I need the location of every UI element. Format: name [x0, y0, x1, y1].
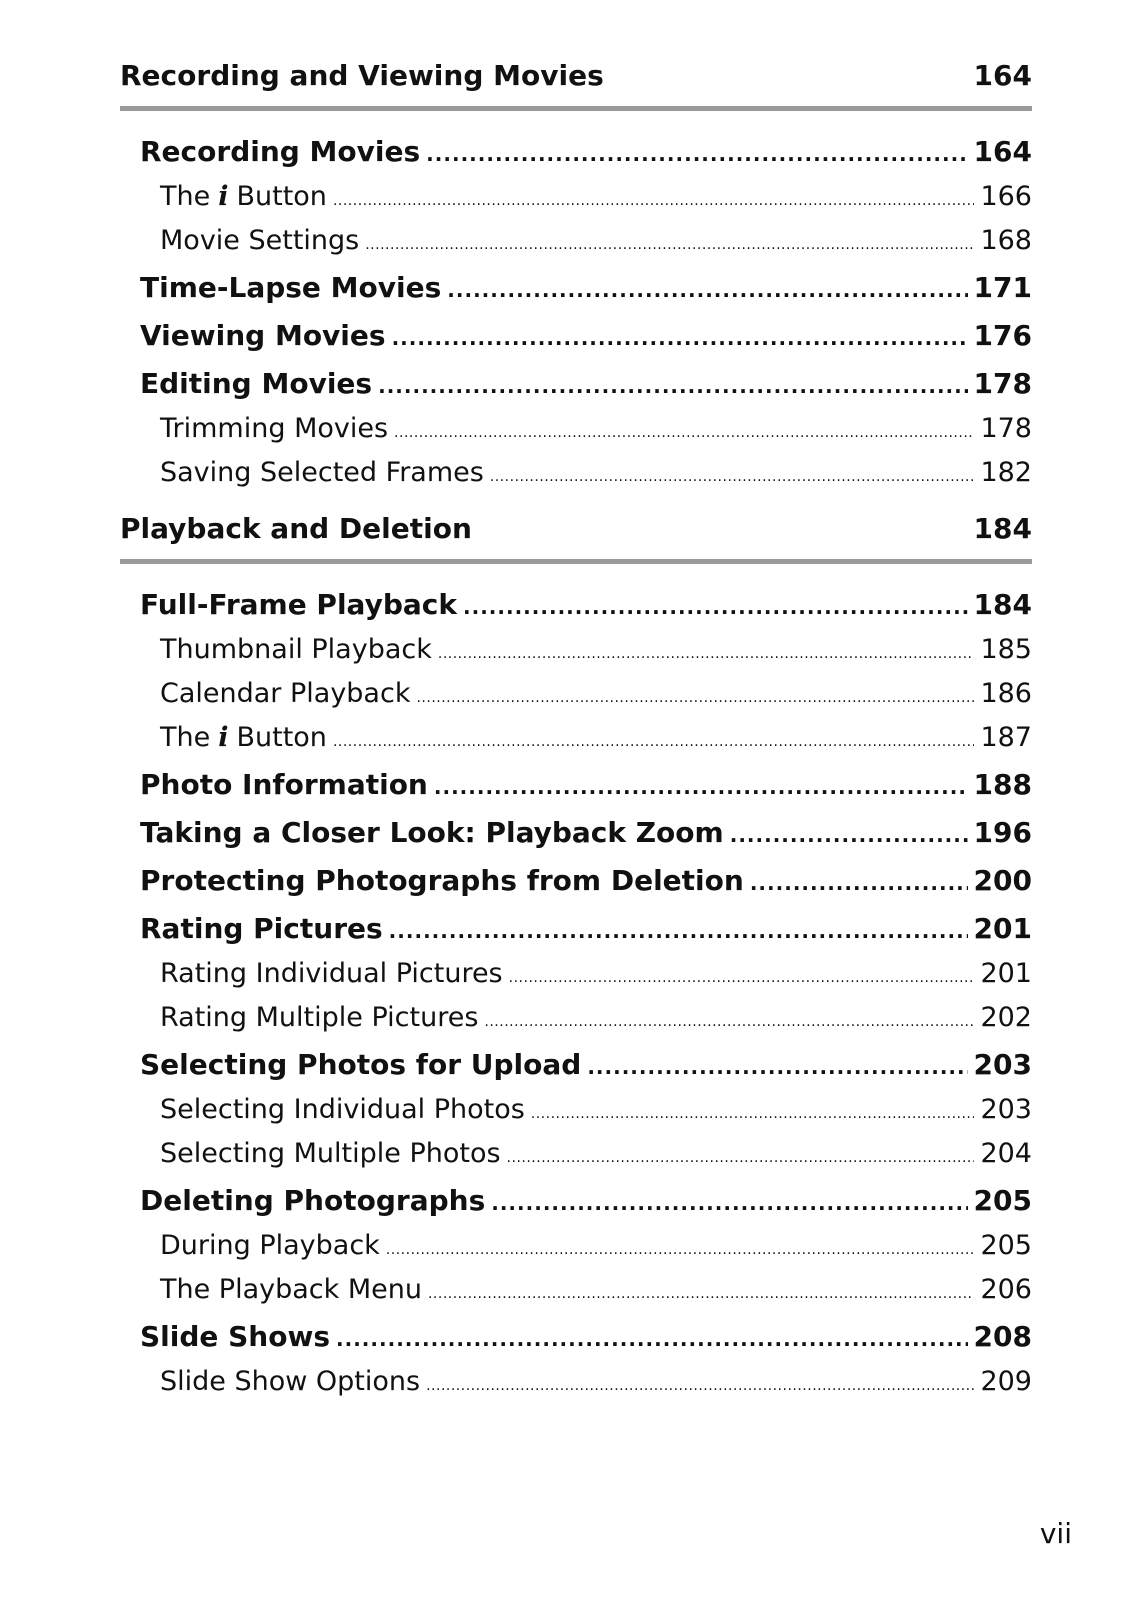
- entry-page: 208: [973, 1320, 1032, 1353]
- entry-label-text: The: [160, 181, 211, 212]
- entry-page: 201: [973, 912, 1032, 945]
- dot-leader: [426, 1366, 974, 1406]
- dot-leader: [378, 363, 967, 409]
- toc-subentry[interactable]: [120, 409, 1032, 453]
- dot-leader: [416, 678, 974, 718]
- toc-subentry[interactable]: [120, 998, 1032, 1042]
- entry-page: 196: [973, 816, 1032, 849]
- toc-subentry[interactable]: [120, 954, 1032, 998]
- toc-subentry[interactable]: [120, 221, 1032, 265]
- entry-label: Time-Lapse Movies: [140, 271, 442, 304]
- entry-page: 185: [980, 634, 1032, 665]
- entry-page: 201: [980, 958, 1032, 989]
- entry-label: Thumbnail Playback: [160, 634, 432, 665]
- toc-subentry[interactable]: [120, 1226, 1032, 1270]
- dot-leader: [426, 131, 967, 177]
- toc-subentry[interactable]: [120, 1362, 1032, 1406]
- dot-leader: [389, 908, 968, 954]
- i-button-icon: i: [218, 181, 229, 212]
- entry-label: Selecting Multiple Photos: [160, 1138, 501, 1169]
- entry-label: Protecting Photographs from Deletion: [140, 864, 744, 897]
- dot-leader: [392, 315, 968, 361]
- entry-page: 202: [980, 1002, 1032, 1033]
- entry-label: Taking a Closer Look: Playback Zoom: [140, 816, 724, 849]
- entry-page: 178: [980, 413, 1032, 444]
- entry-label: Movie Settings: [160, 225, 360, 256]
- toc-subentry[interactable]: [120, 453, 1032, 497]
- toc-entry[interactable]: [120, 762, 1032, 810]
- toc-subentry[interactable]: [120, 1090, 1032, 1134]
- section-title: Playback and Deletion: [120, 512, 472, 545]
- dot-leader: [587, 1044, 967, 1090]
- entry-label: Full-Frame Playback: [140, 588, 457, 621]
- page-number: vii: [1039, 1517, 1072, 1550]
- section-heading: [120, 56, 1032, 111]
- entry-label: Trimming Movies: [160, 413, 389, 444]
- entry-label: Slide Shows: [140, 1320, 331, 1353]
- dot-leader: [531, 1094, 975, 1134]
- entry-label-text: The: [160, 722, 211, 753]
- dot-leader: [333, 181, 975, 221]
- entry-label: Photo Information: [140, 768, 428, 801]
- entry-label: Editing Movies: [140, 367, 373, 400]
- toc-subentry[interactable]: [120, 718, 1032, 762]
- toc-subentry[interactable]: [120, 177, 1032, 221]
- dot-leader: [750, 860, 968, 906]
- entry-page: 166: [980, 181, 1032, 212]
- toc-entry[interactable]: [120, 810, 1032, 858]
- toc-subentry[interactable]: [120, 1270, 1032, 1314]
- entry-label: The Playback Menu: [160, 1274, 422, 1305]
- toc-entry[interactable]: [120, 265, 1032, 313]
- dot-leader: [333, 722, 975, 762]
- entry-page: 182: [980, 457, 1032, 488]
- entry-list: [120, 129, 1032, 497]
- entry-label: [160, 718, 327, 758]
- entry-page: 176: [973, 319, 1032, 352]
- section-page: 184: [973, 512, 1032, 545]
- toc-entry[interactable]: [120, 906, 1032, 954]
- entry-label: Calendar Playback: [160, 678, 411, 709]
- entry-page: 168: [980, 225, 1032, 256]
- dot-leader: [438, 634, 975, 674]
- dot-leader: [365, 225, 974, 265]
- i-button-icon: i: [218, 722, 229, 753]
- entry-label: Rating Pictures: [140, 912, 383, 945]
- entry-label: During Playback: [160, 1230, 380, 1261]
- dot-leader: [463, 584, 968, 630]
- entry-page: 205: [980, 1230, 1032, 1261]
- toc-entry[interactable]: [120, 858, 1032, 906]
- toc-entry[interactable]: [120, 1178, 1032, 1226]
- section-title: Recording and Viewing Movies: [120, 59, 604, 92]
- entry-label: Rating Individual Pictures: [160, 958, 503, 989]
- entry-page: 186: [980, 678, 1032, 709]
- entry-label-text: Button: [236, 722, 327, 753]
- entry-label-text: Button: [236, 181, 327, 212]
- section-gap: [120, 497, 1032, 509]
- dot-leader: [484, 1002, 974, 1042]
- entry-label: Deleting Photographs: [140, 1184, 486, 1217]
- dot-leader: [730, 812, 968, 858]
- entry-page: 178: [973, 367, 1032, 400]
- entry-page: 209: [980, 1366, 1032, 1397]
- entry-page: 206: [980, 1274, 1032, 1305]
- section-page: 164: [973, 59, 1032, 92]
- entry-page: 171: [973, 271, 1032, 304]
- entry-list: [120, 582, 1032, 1406]
- dot-leader: [428, 1274, 974, 1314]
- toc-subentry[interactable]: [120, 674, 1032, 718]
- dot-leader: [507, 1138, 975, 1178]
- entry-label: Viewing Movies: [140, 319, 386, 352]
- toc-entry[interactable]: [120, 129, 1032, 177]
- entry-page: 205: [973, 1184, 1032, 1217]
- dot-leader: [386, 1230, 975, 1270]
- entry-label: Rating Multiple Pictures: [160, 1002, 479, 1033]
- entry-page: 187: [980, 722, 1032, 753]
- section-heading: [120, 509, 1032, 564]
- entry-label: Recording Movies: [140, 135, 421, 168]
- entry-label: Selecting Individual Photos: [160, 1094, 525, 1125]
- toc-subentry[interactable]: [120, 630, 1032, 674]
- dot-leader: [509, 958, 975, 998]
- dot-leader: [394, 413, 974, 453]
- dot-leader: [434, 764, 968, 810]
- entry-page: 204: [980, 1138, 1032, 1169]
- table-of-contents: [120, 56, 1032, 1406]
- toc-entry[interactable]: [120, 1042, 1032, 1090]
- entry-page: 200: [973, 864, 1032, 897]
- entry-page: 188: [973, 768, 1032, 801]
- entry-page: 203: [973, 1048, 1032, 1081]
- entry-label: [160, 177, 327, 217]
- entry-page: 203: [980, 1094, 1032, 1125]
- toc-entry[interactable]: [120, 1314, 1032, 1362]
- entry-page: 184: [973, 588, 1032, 621]
- entry-label: Saving Selected Frames: [160, 457, 484, 488]
- toc-subentry[interactable]: [120, 1134, 1032, 1178]
- entry-page: 164: [973, 135, 1032, 168]
- dot-leader: [490, 457, 975, 497]
- dot-leader: [447, 267, 967, 313]
- entry-label: Slide Show Options: [160, 1366, 421, 1397]
- dot-leader: [336, 1316, 968, 1362]
- dot-leader: [491, 1180, 967, 1226]
- entry-label: Selecting Photos for Upload: [140, 1048, 582, 1081]
- toc-entry[interactable]: [120, 313, 1032, 361]
- toc-entry[interactable]: [120, 582, 1032, 630]
- toc-entry[interactable]: [120, 361, 1032, 409]
